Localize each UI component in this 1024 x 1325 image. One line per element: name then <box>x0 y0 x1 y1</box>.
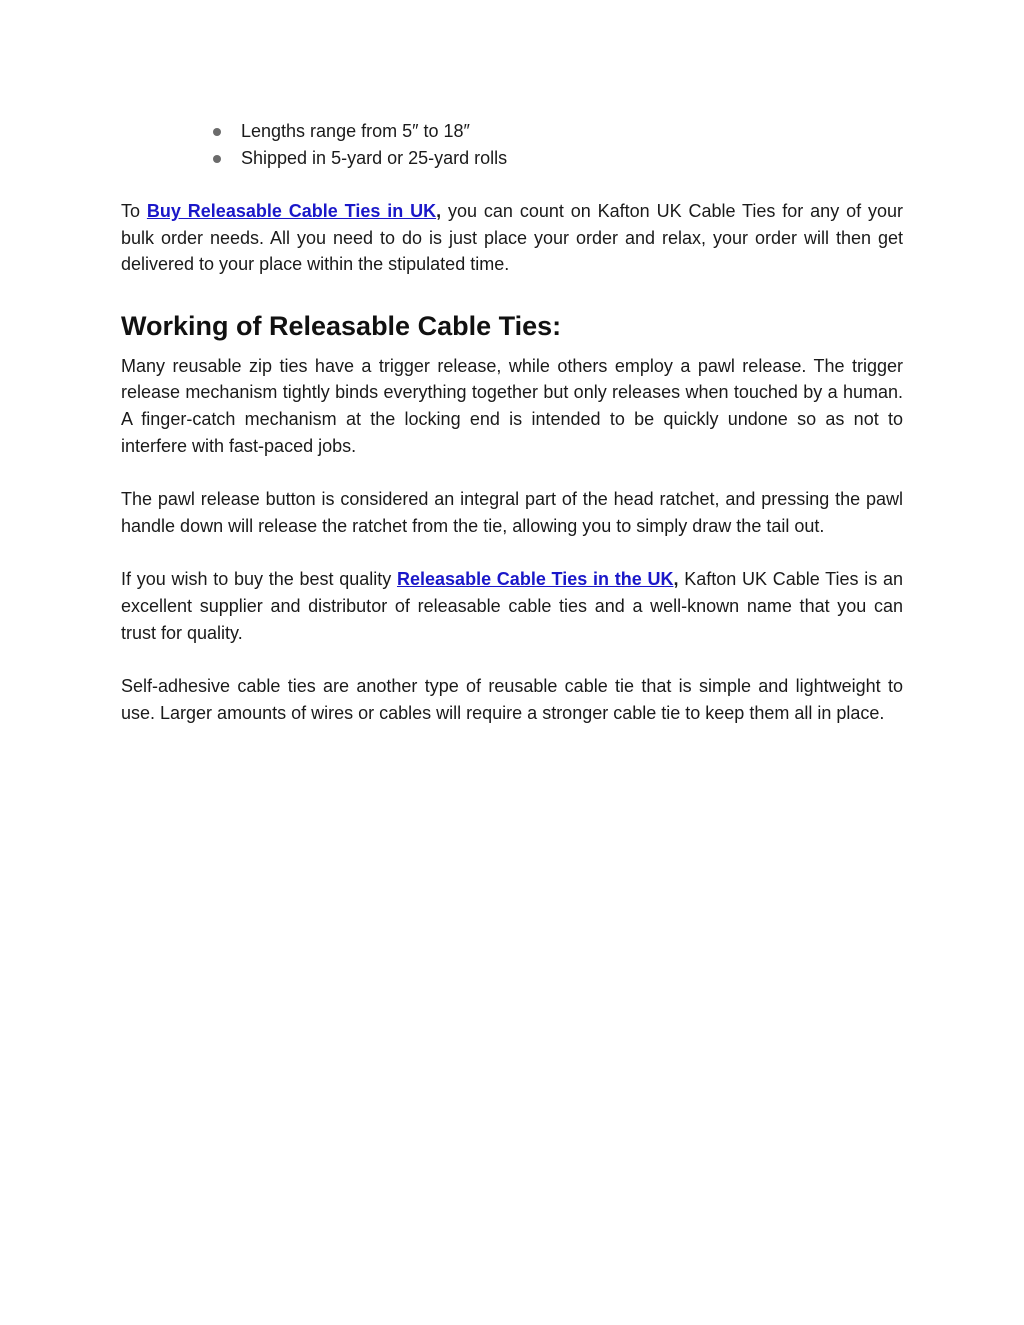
comma: , <box>673 569 679 590</box>
list-item <box>213 118 903 145</box>
paragraph-supplier <box>121 566 903 646</box>
feature-list <box>213 118 903 172</box>
list-item-text: Lengths range from 5″ to 18″ <box>241 121 470 141</box>
list-item <box>213 145 903 172</box>
bullet-icon <box>213 155 221 163</box>
buy-releasable-cable-ties-link[interactable]: Buy Releasable Cable Ties in UK <box>146 201 437 221</box>
list-item-text: Shipped in 5-yard or 25-yard rolls <box>241 148 508 168</box>
paragraph-pawl-release: The pawl release button is considered an integral part of the head ratchet, and pressing the pawl handle down will release the ratchet from the tie, allowing you to simply draw the tail out. <box>121 489 903 536</box>
supplier-text-after: Kafton UK Cable Ties is an excellent supplier and distributor of releasable cable ties and a well-known name that you can trust for quality. <box>121 569 903 643</box>
bullet-icon <box>213 128 221 136</box>
intro-text-before: To <box>121 201 147 221</box>
comma: , <box>436 201 442 221</box>
document-page <box>121 118 903 726</box>
releasable-cable-ties-uk-link[interactable]: Releasable Cable Ties in the UK <box>397 569 674 590</box>
section-heading: Working of Releasable Cable Ties: <box>121 310 562 341</box>
intro-text-after: you can count on Kafton UK Cable Ties for any of your bulk order needs. All you need to do is just place your order and relax, your order will then get delivered to your place within the stipulated time. <box>121 201 903 275</box>
intro-paragraph <box>121 198 903 278</box>
paragraph-self-adhesive: Self-adhesive cable ties are another type of reusable cable tie that is simple and lightweight to use. Larger amounts of wires or cables will require a stronger cable tie to keep them all in place. <box>121 676 903 723</box>
supplier-text-before: If you wish to buy the best quality <box>121 569 398 590</box>
paragraph-trigger-release: Many reusable zip ties have a trigger release, while others employ a pawl release. The trigger release mechanism tightly binds everything together but only releases when touched by a human. A finger-catch mechanism at the locking end is intended to be quickly undone so as not to interfere with fast-paced jobs. <box>121 355 903 456</box>
